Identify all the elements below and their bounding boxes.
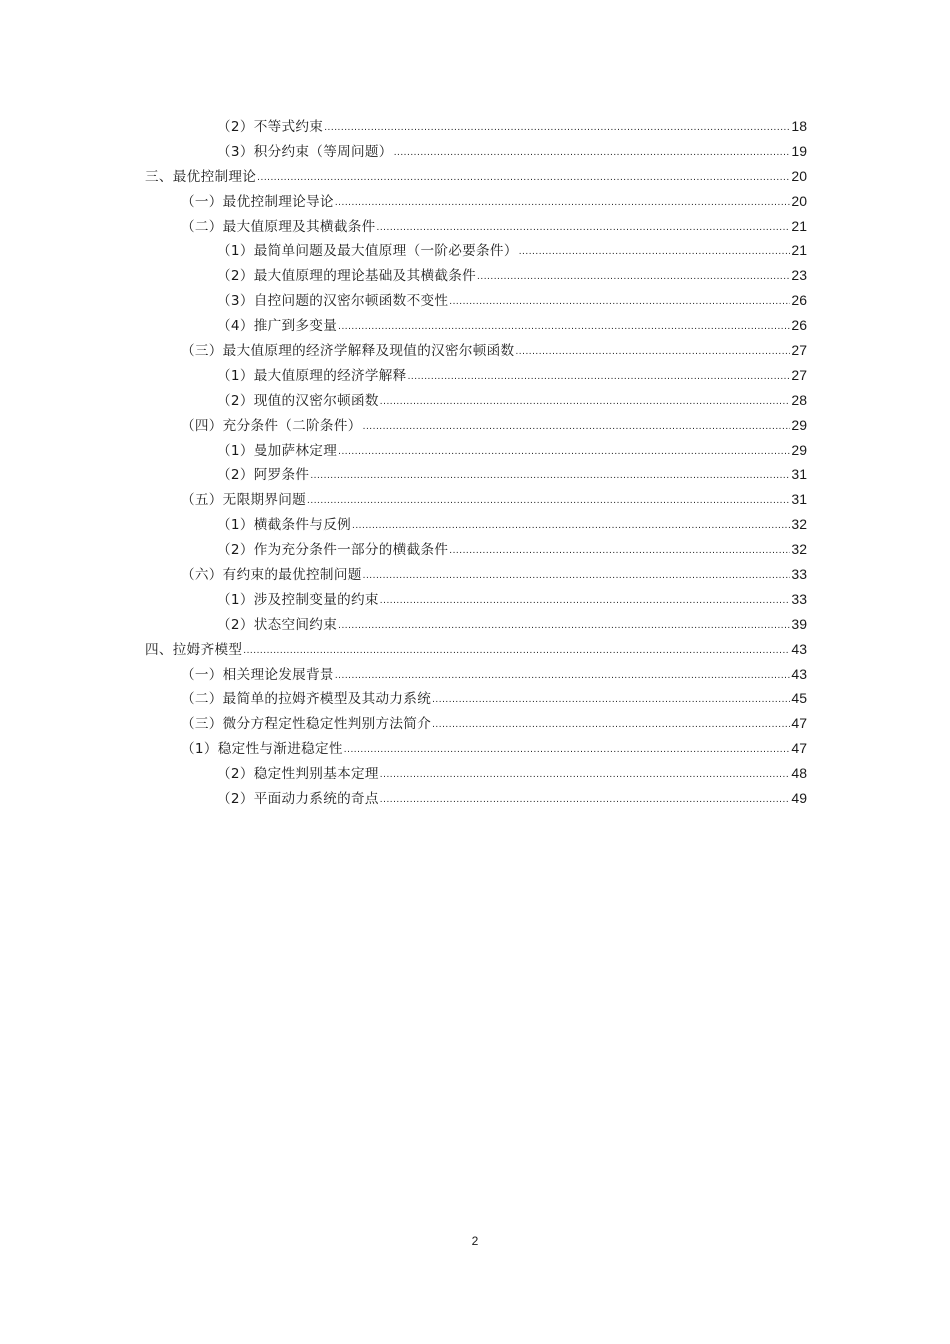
toc-entry-page: 45 [791,690,807,707]
toc-entry[interactable] [145,512,807,537]
toc-entry[interactable] [145,537,807,562]
toc-entry-page: 31 [791,491,807,508]
toc-entry-title: （2）阿罗条件 [217,467,310,484]
toc-entry-title: （1）最简单问题及最大值原理（一阶必要条件） [217,243,518,260]
toc-entry-title: （三）最大值原理的经济学解释及现值的汉密尔顿函数 [181,343,515,360]
toc-entry-title: （1）稳定性与渐进稳定性 [181,741,343,758]
toc-entry-page: 39 [791,615,807,632]
toc-entry-page: 23 [791,267,807,284]
toc-entry-page: 47 [791,740,807,757]
toc-entry-page: 29 [791,441,807,458]
toc-entry-title: （三）微分方程定性稳定性判别方法简介 [181,716,432,733]
toc-entry-page: 32 [791,541,807,558]
toc-entry[interactable] [145,587,807,612]
toc-entry-title: （2）作为充分条件一部分的横截条件 [217,542,449,559]
toc-entry-title: （一）最优控制理论导论 [181,193,334,210]
toc-dot-leader [380,786,791,813]
toc-entry[interactable] [145,761,807,786]
toc-dot-leader [394,139,791,166]
toc-entry-page: 47 [791,715,807,732]
toc-entry[interactable] [145,388,807,413]
toc-dot-leader [307,487,790,514]
toc-entry-page: 29 [791,416,807,433]
toc-entry[interactable] [145,562,807,587]
toc-dot-leader [352,512,790,539]
toc-dot-leader [363,413,791,440]
toc-entry-title: （3）自控问题的汉密尔顿函数不变性 [217,293,449,310]
toc-entry-page: 32 [791,516,807,533]
toc-entry-title: （2）现值的汉密尔顿函数 [217,392,379,409]
toc-entry[interactable] [145,662,807,687]
toc-entry[interactable] [145,736,807,761]
page-number: 2 [471,1234,479,1248]
toc-entry[interactable] [145,164,807,189]
toc-entry-title: （二）最简单的拉姆齐模型及其动力系统 [181,691,432,708]
toc-entry-page: 21 [791,242,807,259]
toc-entry-title: （1）横截条件与反例 [217,517,351,534]
toc-entry-title: （1）涉及控制变量的约束 [217,591,379,608]
toc-entry[interactable] [145,413,807,438]
toc-entry-page: 26 [791,292,807,309]
toc-entry[interactable] [145,363,807,388]
toc-dot-leader [449,288,790,315]
toc-dot-leader [344,736,791,763]
toc-entry[interactable] [145,238,807,263]
toc-dot-leader [380,388,791,415]
toc-entry[interactable] [145,786,807,811]
toc-entry-page: 18 [791,118,807,134]
toc-entry-page: 26 [791,317,807,334]
toc-dot-leader [335,662,791,689]
toc-dot-leader [338,612,790,639]
toc-dot-leader [432,711,790,738]
toc-entry-title: （2）平面动力系统的奇点 [217,791,379,808]
toc-dot-leader [380,761,791,788]
toc-entry[interactable] [145,462,807,487]
toc-entry[interactable] [145,313,807,338]
toc-entry-page: 33 [791,590,807,607]
toc-entry[interactable] [145,711,807,736]
toc-entry[interactable] [145,686,807,711]
toc-entry[interactable] [145,612,807,637]
toc-entry-page: 28 [791,391,807,408]
toc-entry-title: 四、拉姆齐模型 [145,641,243,658]
toc-dot-leader [243,637,790,664]
toc-entry-page: 31 [791,466,807,483]
toc-entry[interactable] [145,263,807,288]
toc-entry-page: 33 [791,566,807,583]
toc-entry[interactable] [145,288,807,313]
toc-entry-page: 20 [791,192,807,209]
toc-dot-leader [310,462,790,489]
toc-entry[interactable] [145,189,807,214]
toc-entry-page: 27 [791,366,807,383]
toc-entry-title: （二）最大值原理及其横截条件 [181,218,376,235]
toc-entry-title: （六）有约束的最优控制问题 [181,567,362,584]
toc-entry-page: 48 [791,765,807,782]
toc-entry-page: 20 [791,167,807,184]
toc-dot-leader [338,438,790,465]
toc-entry[interactable] [145,338,807,363]
toc-dot-leader [363,562,791,589]
toc-dot-leader [324,114,790,141]
table-of-contents [145,114,807,811]
toc-entry-title: （一）相关理论发展背景 [181,666,334,683]
toc-entry[interactable] [145,487,807,512]
toc-dot-leader [257,164,790,191]
toc-entry-title: （2）最大值原理的理论基础及其横截条件 [217,268,477,285]
toc-entry[interactable] [145,114,807,139]
toc-entry-title: （4）推广到多变量 [217,318,338,335]
toc-entry[interactable] [145,637,807,662]
toc-entry-title: （1）曼加萨林定理 [217,442,338,459]
toc-entry-title: （四）充分条件（二阶条件） [181,417,362,434]
toc-entry[interactable] [145,214,807,239]
toc-dot-leader [377,214,791,241]
toc-dot-leader [477,263,790,290]
toc-entry-page: 43 [791,640,807,657]
toc-entry-title: （2）稳定性判别基本定理 [217,766,379,783]
toc-entry[interactable] [145,438,807,463]
toc-entry[interactable] [145,139,807,164]
toc-entry-page: 21 [791,217,807,234]
toc-dot-leader [432,686,790,713]
toc-dot-leader [335,189,791,216]
toc-dot-leader [449,537,790,564]
toc-entry-page: 19 [791,142,807,159]
toc-entry-page: 49 [791,790,807,807]
toc-entry-title: （2）不等式约束 [217,119,324,135]
toc-entry-title: 三、最优控制理论 [145,168,257,185]
toc-entry-title: （2）状态空间约束 [217,616,338,633]
toc-dot-leader [408,363,791,390]
toc-dot-leader [380,587,791,614]
toc-entry-title: （1）最大值原理的经济学解释 [217,367,407,384]
toc-dot-leader [515,338,790,365]
toc-entry-page: 43 [791,665,807,682]
toc-dot-leader [519,238,791,265]
toc-entry-title: （3）积分约束（等周问题） [217,143,393,160]
toc-entry-page: 27 [791,342,807,359]
toc-entry-title: （五）无限期界问题 [181,492,307,509]
toc-dot-leader [338,313,790,340]
